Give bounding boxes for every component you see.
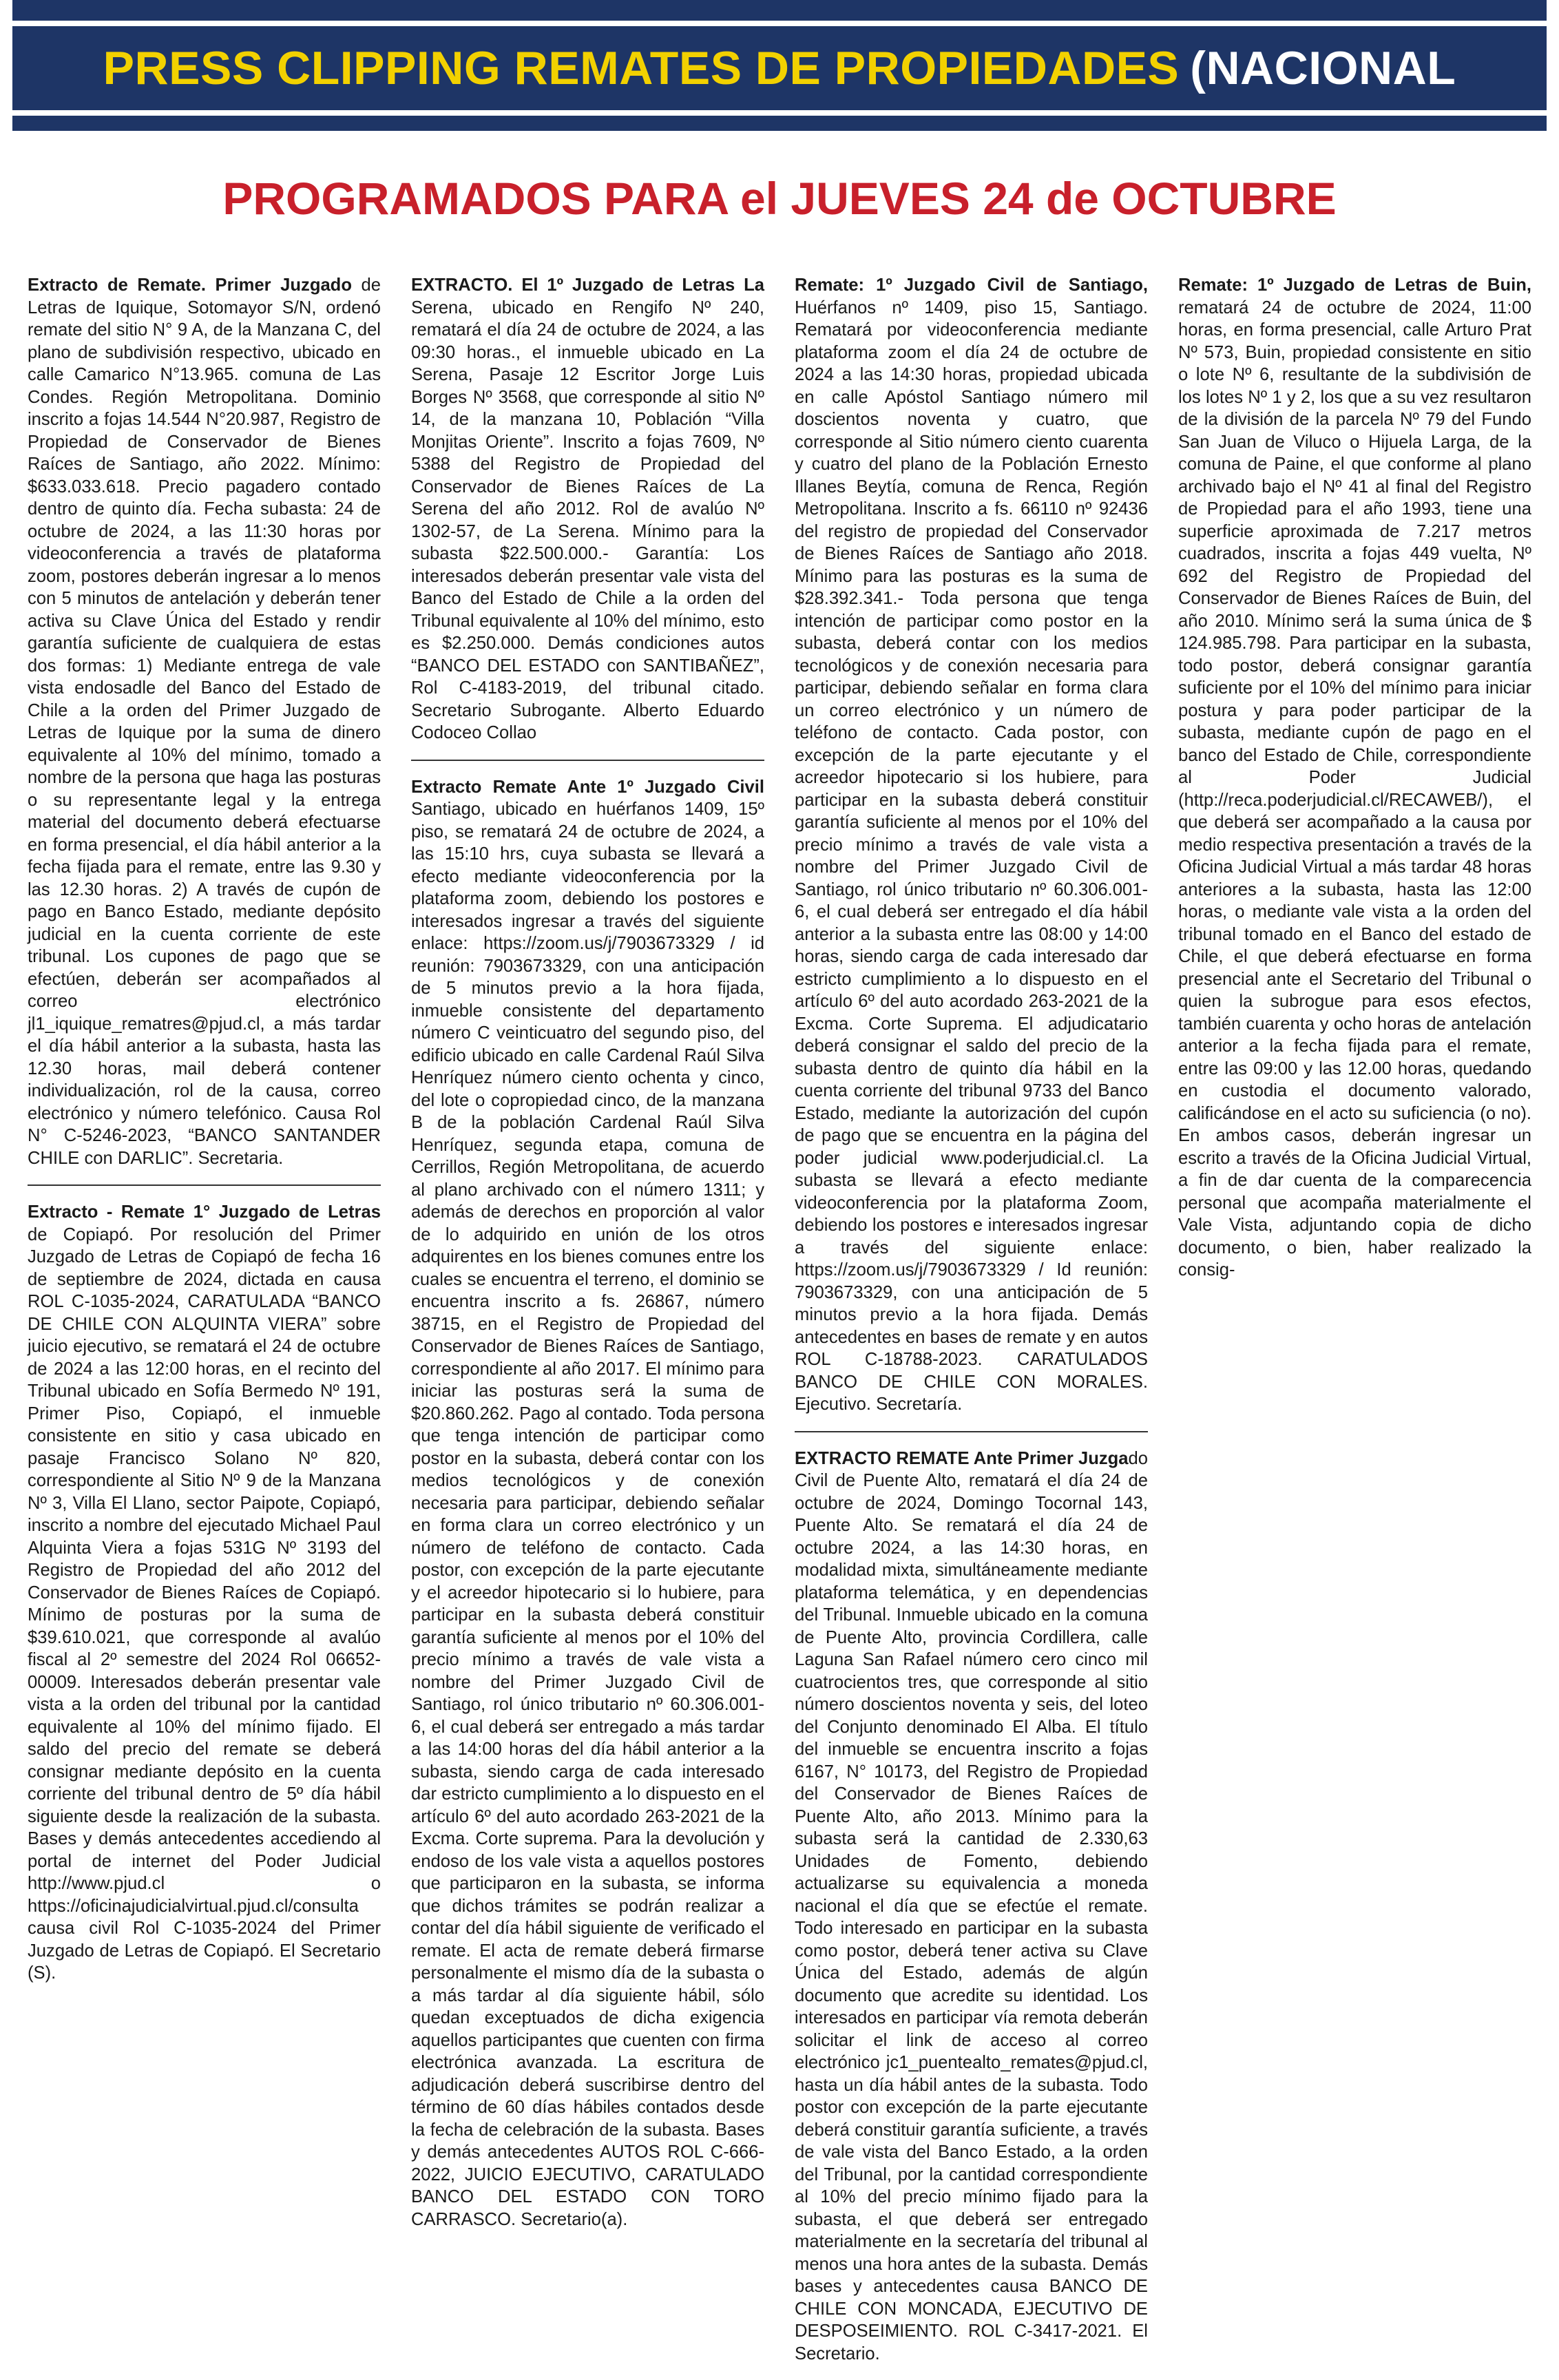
notice-la-serena [411,274,764,760]
notice-body: Huérfanos nº 1409, piso 15, Santiago. Rematará por videoconferencia mediante plataforma zoom el día 24 de octubre de 2024 a las 14:30 horas, propiedad ubicada en calle Apóstol Santiago número mil doscientos noventa y cuatro, que corresponde al Sitio número ciento cuarenta y cuatro del plano de la Población Ernesto Illanes Beytía, comuna de Renca, Región Metropolitana. Inscrito a fs. 66110 nº 92436 del registro de propiedad del Conservador de Bienes Raíces de Santiago año 2018. Mínimo para las posturas es la suma de $28.392.341.- Toda persona que tenga intención de participar como postor en la subasta, deberá contar con los medios tecnológicos y de conexión necesaria para participar, debiendo señalar en forma clara un correo electrónico y un número de teléfono de contacto. Cada postor, con excepción de la parte ejecutante y el acreedor hipotecario si los hubiere, para participar en la subasta deberá constituir garantía suficiente al menos por el 10% del precio mínimo a través de vale vista a nombre del Primer Juzgado Civil de Santiago, rol único tributario nº 60.306.001-6, el cual deberá ser entregado el día hábil anterior a la subasta entre las 08:00 y 14:00 horas, siendo carga de cada interesado dar estricto cumplimiento a lo dispuesto en el artículo 6º del auto acordado 263-2021 de la Excma. Corte Suprema. El adjudicatario deberá consignar el saldo del precio de la subasta dentro de quinto día hábil en la cuenta corriente del tribunal 9733 del Banco Estado, mediante la autorización del cupón de pago que se encuentra en la página del poder judicial www.poderjudicial.cl. La subasta se llevará a efecto mediante videoconferencia por la plataforma Zoom, debiendo los postores e interesados ingresar a través del siguiente enlace: https://zoom.us/j/7903673329 / Id reunión: 7903673329, con una anticipación de 5 minutos previo a la hora fijada. Demás antecedentes en bases de remate y en autos ROL C-18788-2023. CARATULADOS BANCO DE CHILE CON MORALES. Ejecutivo. Secretaría. [795,298,1148,1415]
notice-divider [411,760,764,761]
notice-divider [28,1184,381,1186]
notice-copiapo [28,1201,381,2000]
notice-body: Santiago, ubicado en huérfanos 1409, 15º piso, se rematará 24 de octubre de 2024, a las 15:10 hrs, cuya subasta se llevará a efecto mediante videoconferencia por la plataforma zoom, debiendo los postores e interesados ingresar a través del siguiente enlace: https://zoom.us/j/7903673329 / id reunión: 7903673329, con una anticipación de 5 minutos previo a la hora fijada, inmueble consistente del departamento número C veinticuatro del segundo piso, del edificio ubicado en calle Cardenal Raúl Silva Henríquez número ciento ochenta y cinco, del lote o copropiedad cinco, de la manzana B de la población Cardenal Raúl Silva Henríquez, segunda etapa, comuna de Cerrillos, Región Metropolitana, de acuerdo al plano archivado con el número 1311; y además de derechos en proporción al valor de lo adquirido en unión de los otros adquirentes en los bienes comunes entre los cuales se encuentra el terreno, el dominio se encuentra inscrito a fs. 26867, número 38715, en el Registro de Propiedad del Conservador de Bienes Raíces de Santiago, correspondiente al año 2017. El mínimo para iniciar las posturas será la suma de $20.860.262. Pago al contado. Toda persona que tenga intención de participar como postor en la subasta, deberá contar con los medios tecnológicos y de conexión necesaria para participar, debiendo señalar en forma clara un correo electrónico y un número de teléfono de contacto. Cada postor, con excepción de la parte ejecutante y el acreedor hipotecario si lo hubiere, para participar en la subasta deberá constituir garantía suficiente al menos por el 10% del precio mínimo a través de vale vista a nombre del Primer Juzgado Civil de Santiago, rol único tributario nº 60.306.001-6, el cual deberá ser entregado a más tardar a las 14:00 horas del día hábil anterior a la subasta, siendo carga de cada interesado dar estricto cumplimiento a lo dispuesto en el artículo 6º del auto acordado 263-2021 de la Excma. Corte suprema. Para la devolución y endoso de los vale vista a aquellos postores que participaron en la subasta, se informa que dichos trámites se podrán realizar a contar del día hábil siguiente de verificado el remate. El acta de remate deberá firmarse personalmente el mismo día de la subasta o a más tardar al día siguiente hábil, sólo quedan exceptuados de dicha exigencia aquellos participantes que cuenten con firma electrónica avanzada. La escritura de adjudicación deberá suscribirse dentro del término de 60 días hábiles contados desde la fecha de celebración de la subasta. Bases y demás antecedentes AUTOS ROL C-666-2022, JUICIO EJECUTIVO, CARATULADO BANCO DEL ESTADO CON TORO CARRASCO. Secretario(a). [411,800,764,2229]
notice-body: rematará 24 de octubre de 2024, 11:00 horas, en forma presencial, calle Arturo Prat Nº 573, Buin, propiedad consistente en sitio o lote Nº 6, resultante de la subdivisión de los lotes Nº 1 y 2, los que a su vez resultaron de la división de la parcela Nº 79 del Fundo San Juan de Viluco o Hijuela Larga, de la comuna de Paine, el que conforme al plano archivado bajo el Nº 41 al final del Registro de Propiedad para el año 1993, tiene una superficie aproximada de 7.217 metros cuadrados, inscrita a fojas 449 vuelta, Nº 692 del Registro de Propiedad del Conservador de Bienes Raíces de Buin, del año 2010. Mínimo será la suma única de $ 124.985.798. Para participar en la subasta, todo postor, deberá consignar garantía suficiente por el 10% del mínimo para iniciar postura y para poder participar de la subasta, mediante cupón de pago en el banco del Estado de Chile, correspondiente al Poder Judicial (http://reca.poderjudicial.cl/RECAWEB/), el que deberá ser acompañado a la causa por medio respectiva presentación a través de la Oficina Judicial Virtual a más tardar 48 horas anteriores a la subasta, hasta las 12:00 horas, o mediante vale vista a la orden del tribunal tomado en el Banco del estado de Chile, el que deberá efectuarse en forma presencial ante el Secretario del Tribunal o quien la subrogue para esos efectos, también cuarenta y ocho horas de antelación anterior a la fecha fijada para el remate, entre las 09:00 y las 12.00 horas, quedando en custodia el documento valorado, calificándose en el acto su suficiencia (o no). En ambos casos, deberán ingresar un escrito a través de la Oficina Judicial Virtual, a fin de dar cuenta de la comparecencia personal que acompaña materialmente el Vale Vista, adjuntando copia de dicho documento, o bien, haber realizado la consig- [1178,298,1531,1280]
notice-body: de Copiapó. Por resolución del Primer Juzgado de Letras de Copiapó de fecha 16 de septiembre de 2024, dictada en causa ROL C-1035-2024, CARATULADA “BANCO DE CHILE CON ALQUINTA VIERA” sobre juicio ejecutivo, se rematará el 24 de octubre de 2024 a las 12:00 horas, en el recinto del Tribunal ubicado en Sofía Bermedo Nº 191, Primer Piso, Copiapó, el inmueble consistente en sitio y casa ubicado en pasaje Francisco Solano Nº 820, correspondiente al Sitio Nº 9 de la Manzana Nº 3, Villa El Llano, sector Paipote, Copiapó, inscrito a nombre del ejecutado Michael Paul Alquinta Viera a fojas 531G Nº 3193 del Registro de Propiedad del año 2012 del Conservador de Bienes Raíces de Copiapó. Mínimo de posturas por la suma de $39.610.021, que corresponde al avalúo fiscal al 2º semestre del 2024 Rol 06652-00009. Interesados deberán presentar vale vista a la orden del tribunal por la cantidad equivalente al 10% del mínimo fijado. El saldo del precio del remate se deberá consignar mediante depósito en la cuenta corriente del tribunal dentro de 5º día hábil siguiente desde la realización de la subasta. Bases y demás antecedentes accediendo al portal de internet del Poder Judicial http://www.pjud.cl o https://oficinajudicialvirtual.pjud.cl/consulta causa civil Rol C-1035-2024 del Primer Juzgado de Letras de Copiapó. El Secretario (S). [28,1225,381,1983]
column-4 [1178,274,1531,2195]
page-title-scope: (NACIONAL [1190,41,1456,95]
notice-heading: EXTRACTO. El 1º Juzgado de Letras La [411,275,764,295]
page-title [12,26,1547,110]
notice-santiago-renca [795,274,1148,1431]
column-1 [28,274,381,2195]
notice-heading: Extracto Remate Ante 1º Juzgado Civil [411,777,764,797]
column-3 [795,274,1148,2195]
notice-buin [1178,274,1531,1297]
notice-columns [28,274,1531,2195]
notice-body: Serena, ubicado en Rengifo Nº 240, rematará el día 24 de octubre de 2024, a las 09:30 horas., el inmueble ubicado en La Serena, Pasaje 12 Escritor Jorge Luis Borges Nº 3568, que corresponde al sitio Nº 14, de la manzana 10, Población “Villa Monjitas Oriente”. Inscrito a fojas 7609, Nº 5388 del Registro de Propiedad del Conservador de Bienes Raíces de La Serena del año 2012. Rol de avalúo Nº 1302-57, de La Serena. Mínimo para la subasta $22.500.000.- Garantía: Los interesados deberán presentar vale vista del Banco del Estado de Chile a la orden del Tribunal equivalente al 10% del mínimo, esto es $2.250.000. Demás condiciones autos “BANCO DEL ESTADO con SANTIBAÑEZ”, Rol C-4183-2019, del tribunal citado. Secretario Subrogante. Alberto Eduardo Codoceo Collao [411,298,764,743]
page-title-main: PRESS CLIPPING REMATES DE PROPIEDADES [103,41,1180,95]
notice-divider [795,1431,1148,1432]
banner-top-stripe [12,21,1547,26]
notice-body: de Letras de Iquique, Sotomayor S/N, ordenó remate del sitio N° 9 A, de la Manzana C, del plano de subdivisión respectivo, ubicado en calle Camarico N°13.965. comuna de Las Condes. Región Metropolitana. Dominio inscrito a fojas 14.544 N°20.987, Registro de Propiedad de Conservador de Bienes Raíces de Santiago, año 2022. Mínimo: $633.033.618. Precio pagadero contado dentro de quinto día. Fecha subasta: 24 de octubre de 2024, a las 11:30 horas por videoconferencia a través de plataforma zoom, postores deberán ingresar a lo menos con 5 minutos de antelación y deberán tener activa su Clave Única del Estado y rendir garantía suficiente de cualquiera de estas dos formas: 1) Mediante entrega de vale vista endosadle del Banco del Estado de Chile a la orden del Primer Juzgado de Letras de Iquique por la suma de dinero equivalente al 10% del mínimo, tomado a nombre de la persona que haga las posturas o su representante legal y la entrega material del documento deberá efectuarse en forma presencial, el día hábil anterior a la fecha fijada para el remate, entre las 9.30 y las 12.30 horas. 2) A través de cupón de pago en Banco Estado, mediante depósito judicial en la cuenta corriente de este tribunal. Los cupones de pago que se efectúen, deberán ser acompañados al correo electrónico jl1_iquique_rematres@pjud.cl, a más tardar el día hábil anterior a la subasta, hasta las 12.30 horas, mail deberá contener individualización, rol de la causa, correo electrónico y número telefónico. Causa Rol N° C-5246-2023, “BANCO SANTANDER CHILE con DARLIC”. Secretaria. [28,275,381,1168]
notice-heading: Extracto - Remate 1° Juzgado de Letras [28,1202,381,1222]
notice-puente-alto [795,1448,1148,2380]
notice-heading: Extracto de Remate. Primer Juzgado [28,275,352,295]
page-subtitle: PROGRAMADOS PARA el JUEVES 24 de OCTUBRE [0,172,1559,225]
notice-heading: Remate: 1º Juzgado Civil de Santiago, [795,275,1148,295]
banner-bottom-stripe [12,110,1547,116]
notice-body: do Civil de Puente Alto, rematará el día 24 de octubre de 2024, Domingo Tocornal 143, Puente Alto. Se rematará el día 24 de octubre 2024, a las 14:30 horas, en modalidad mixta, simultáneamente mediante plataforma telemática, y en dependencias del Tribunal. Inmueble ubicado en la comuna de Puente Alto, provincia Cordillera, calle Laguna San Rafael número cero cinco mil cuatrocientos tres, que corresponde al sitio número doscientos noventa y seis, del loteo del Conjunto denominado El Alba. El título del inmueble se encuentra inscrito a fojas 6167, N° 10173, del Registro de Propiedad del Conservador de Bienes Raíces de Puente Alto, año 2013. Mínimo para la subasta será la cantidad de 2.330,63 Unidades de Fomento, debiendo actualizarse su equivalencia a moneda nacional el día que se efectúe el remate. Todo interesado en participar en la subasta como postor, deberá tener activa su Clave Única del Estado, además de algún documento que acredite su identidad. Los interesados en participar vía remota deberán solicitar el link de acceso al correo electrónico jc1_puentealto_remates@pjud.cl, hasta un día hábil antes de la subasta. Todo postor con excepción de la parte ejecutante deberá constituir garantía suficiente, a través de vale vista del Banco Estado, a la orden del Tribunal, por la cantidad correspondiente al 10% del precio mínimo fijado para la subasta, el que deberá ser entregado materialmente en la secretaría del tribunal al menos una hora antes de la subasta. Demás bases y antecedentes causa BANCO DE CHILE CON MONCADA, EJECUTIVO DE DESPOSEIMIENTO. ROL C-3417-2021. El Secretario. [795,1449,1148,2363]
notice-iquique [28,274,381,1184]
column-2 [411,274,764,2195]
header-banner [12,0,1547,131]
notice-heading: EXTRACTO REMATE Ante Primer Juzga [795,1449,1129,1468]
notice-santiago-cerrillos [411,776,764,2246]
notice-heading: Remate: 1º Juzgado de Letras de Buin, [1178,275,1531,295]
